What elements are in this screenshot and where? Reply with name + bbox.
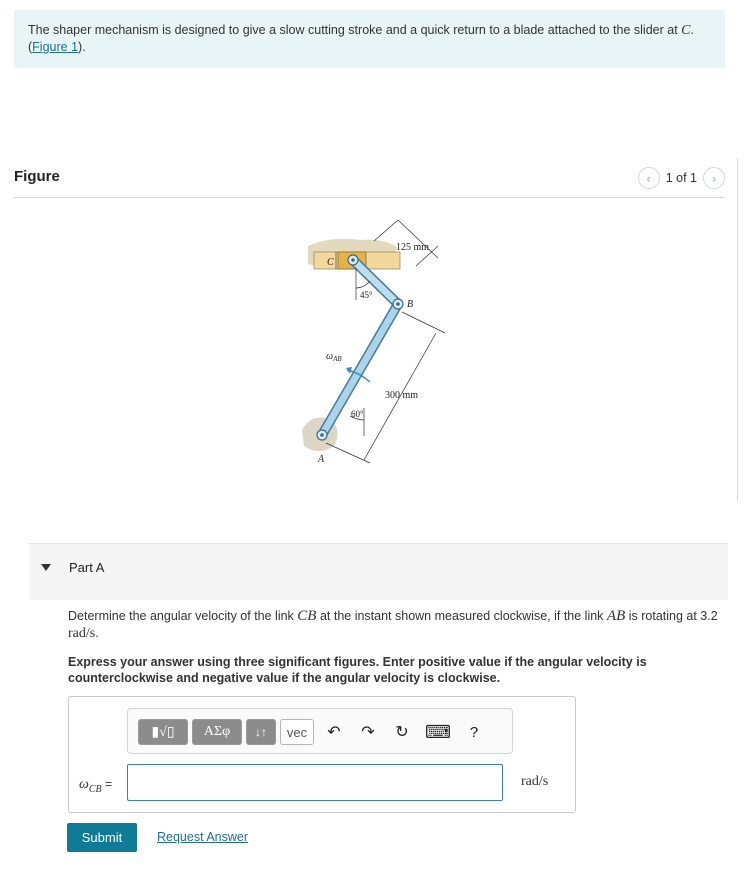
figure-title: Figure <box>14 168 60 185</box>
answer-unit: rad/s <box>521 774 549 789</box>
label-125: 125 mm <box>396 242 430 253</box>
redo-icon[interactable]: ↷ <box>361 724 375 741</box>
help-button[interactable]: ? <box>469 723 479 741</box>
collapse-caret-icon[interactable] <box>41 564 51 571</box>
figure-link[interactable]: Figure 1 <box>32 40 79 54</box>
rate-unit: rad/s <box>68 626 96 641</box>
request-answer-link[interactable]: Request Answer <box>157 830 249 844</box>
templates-button[interactable]: ▮√▯ <box>138 719 188 745</box>
label-omega: $\omega_{AB}$ <box>326 351 342 363</box>
reset-icon[interactable]: ↻ <box>395 724 409 741</box>
prev-figure-icon[interactable]: ‹ <box>638 167 660 189</box>
figure-pager <box>638 167 725 189</box>
dim-line-125 <box>374 220 398 241</box>
label-c: C <box>327 257 334 268</box>
vec-button[interactable]: vec <box>280 719 314 745</box>
greek-button[interactable]: ΑΣφ <box>192 719 242 745</box>
problem-intro <box>14 10 725 68</box>
part-a-label: Part A <box>69 560 105 575</box>
part-a-header[interactable] <box>29 543 728 600</box>
intro-text-mid: . ( <box>28 23 694 54</box>
dim-line-300 <box>402 312 445 333</box>
intro-text: The shaper mechanism is designed to give a slow cutting stroke and a quick return to a blade attached to the slider at <box>28 23 678 37</box>
answer-instructions: Express your answer using three significant figures. Enter positive value if the angular velocity is counterclockwise and negative value if the angular velocity is clockwise. <box>68 655 647 685</box>
label-60: 60° <box>351 409 364 419</box>
question-text: Determine the angular velocity of the link CB at the instant shown measured clockwise, if the link AB is rotating at 3.2 rad/s. <box>68 608 718 641</box>
next-figure-icon[interactable]: › <box>703 167 725 189</box>
figure-header <box>14 168 725 198</box>
intro-var-c: C <box>681 23 691 38</box>
divider <box>737 158 738 500</box>
math-toolbar <box>127 708 513 754</box>
pager-count: 1 of 1 <box>665 171 697 185</box>
var-cb: CB <box>297 608 317 624</box>
submit-button[interactable]: Submit <box>67 823 137 852</box>
keyboard-icon[interactable]: ⌨ <box>425 721 451 742</box>
label-a: A <box>318 454 325 465</box>
omega-cb-label: $\omega_{CB}$ = <box>79 777 113 795</box>
mechanism-figure <box>290 208 470 473</box>
answer-input[interactable] <box>127 764 503 801</box>
intro-text-after: ). <box>78 40 86 54</box>
answer-panel <box>68 696 576 813</box>
undo-icon[interactable]: ↶ <box>327 724 341 741</box>
arrows-button[interactable]: ↓↑ <box>246 719 276 745</box>
var-ab: AB <box>606 608 626 624</box>
label-300: 300 mm <box>385 390 419 401</box>
label-45: 45° <box>360 290 373 300</box>
label-b: B <box>407 299 414 310</box>
